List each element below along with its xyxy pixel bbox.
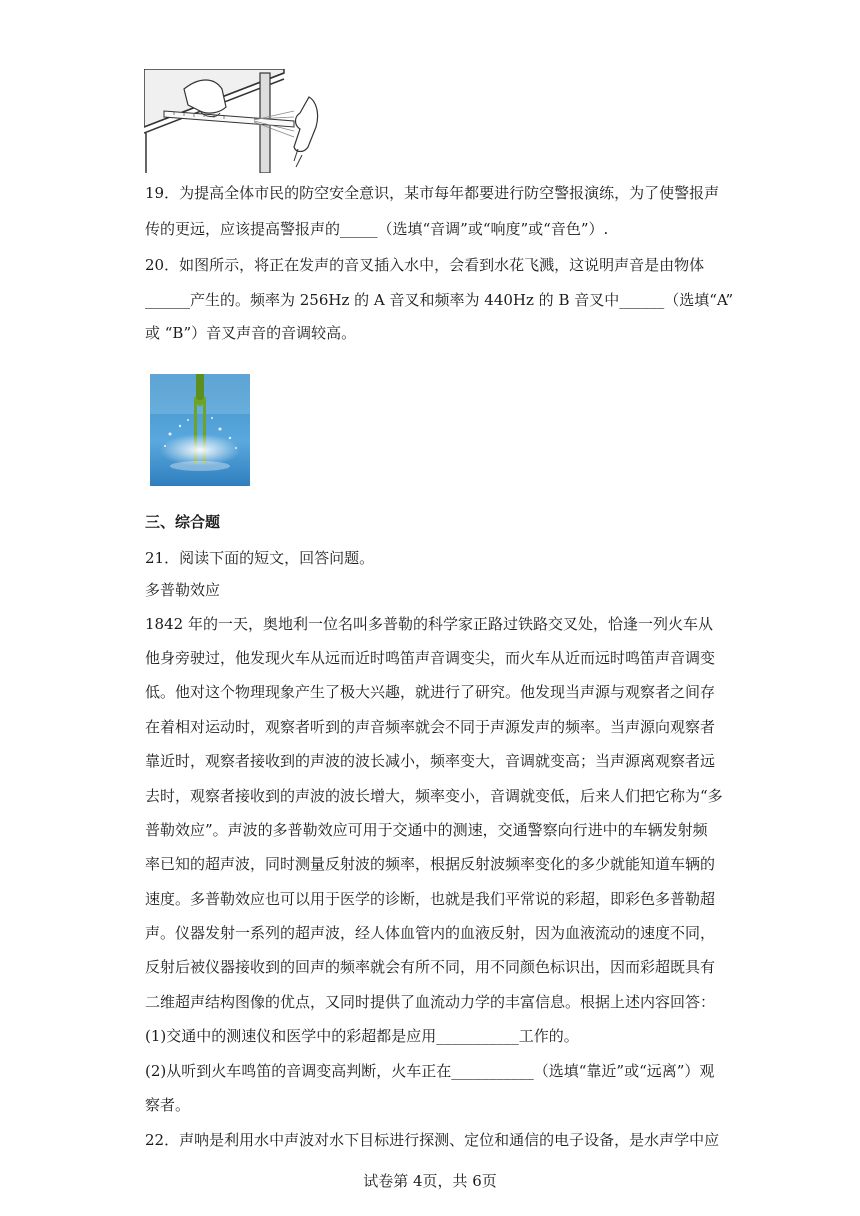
article-title: 多普勒效应 bbox=[145, 581, 221, 599]
question-19-line1: 19．为提高全体市民的防空安全意识，某市每年都要进行防空警报演练，为了使警报声 bbox=[145, 184, 720, 202]
question-21-sub2-line1: (2)从听到火车鸣笛的音调变高判断，火车正在___________（选填“靠近”或“远离”）观 bbox=[145, 1062, 715, 1080]
tuning-fork-water-figure bbox=[150, 374, 250, 486]
article-line-11: 反射后被仪器接收到的回声的频率就会有所不同，用不同颜色标识出，因而彩超既具有 bbox=[145, 958, 716, 976]
article-line-5: 靠近时，观察者接收到的声波的波长减小，频率变大，音调就变高；当声源离观察者远 bbox=[145, 752, 716, 770]
article-line-2: 他身旁驶过，他发现火车从远而近时鸣笛声音调变尖，而火车从近而远时鸣笛声音调变 bbox=[145, 649, 716, 667]
article-line-12: 二维超声结构图像的优点，又同时提供了血流动力学的丰富信息。根据上述内容回答： bbox=[145, 993, 716, 1011]
question-22-line1: 22．声呐是利用水中声波对水下目标进行探测、定位和通信的电子设备，是水声学中应 bbox=[145, 1131, 720, 1149]
section-heading-comprehensive: 三、综合题 bbox=[145, 513, 221, 531]
question-20-line3: 或 “B”）音叉声音的音调较高。 bbox=[145, 324, 357, 342]
question-20-line1: 20．如图所示，将正在发声的音叉插入水中，会看到水花飞溅，这说明声音是由物体 bbox=[145, 256, 705, 274]
ruler-on-table-figure bbox=[144, 69, 327, 173]
question-20-line2: ______产生的。频率为 256Hz 的 A 音叉和频率为 440Hz 的 B 音叉中______（选填“A” bbox=[145, 291, 734, 309]
article-line-8: 率已知的超声波，同时测量反射波的频率，根据反射波频率变化的多少就能知道车辆的 bbox=[145, 855, 716, 873]
question-21-sub2-line2: 察者。 bbox=[145, 1096, 191, 1114]
question-19-line2: 传的更远，应该提高警报声的_____（选填“音调”或“响度”或“音色”）. bbox=[145, 220, 609, 238]
question-21-sub1: (1)交通中的测速仪和医学中的彩超都是应用___________工作的。 bbox=[145, 1027, 579, 1045]
article-line-7: 普勒效应”。声波的多普勒效应可用于交通中的测速，交通警察向行进中的车辆发射频 bbox=[145, 821, 708, 839]
article-line-4: 在着相对运动时，观察者听到的声音频率就会不同于声源发声的频率。当声源向观察者 bbox=[145, 718, 716, 736]
article-line-10: 声。仪器发射一系列的超声波，经人体血管内的血液反射，因为血液流动的速度不同， bbox=[145, 924, 716, 942]
article-line-9: 速度。多普勒效应也可以用于医学的诊断，也就是我们平常说的彩超，即彩色多普勒超 bbox=[145, 890, 716, 908]
article-line-6: 去时，观察者接收到的声波的波长增大，频率变小，音调就变低，后来人们把它称为“多 bbox=[145, 787, 723, 805]
page-footer: 试卷第 4页，共 6页 bbox=[363, 1172, 497, 1190]
article-line-3: 低。他对这个物理现象产生了极大兴趣，就进行了研究。他发现当声源与观察者之间存 bbox=[145, 683, 716, 701]
article-line-1: 1842 年的一天，奥地利一位名叫多普勒的科学家正路过铁路交叉处，恰逢一列火车从 bbox=[145, 615, 713, 633]
question-21-prompt: 21．阅读下面的短文，回答问题。 bbox=[145, 549, 375, 567]
